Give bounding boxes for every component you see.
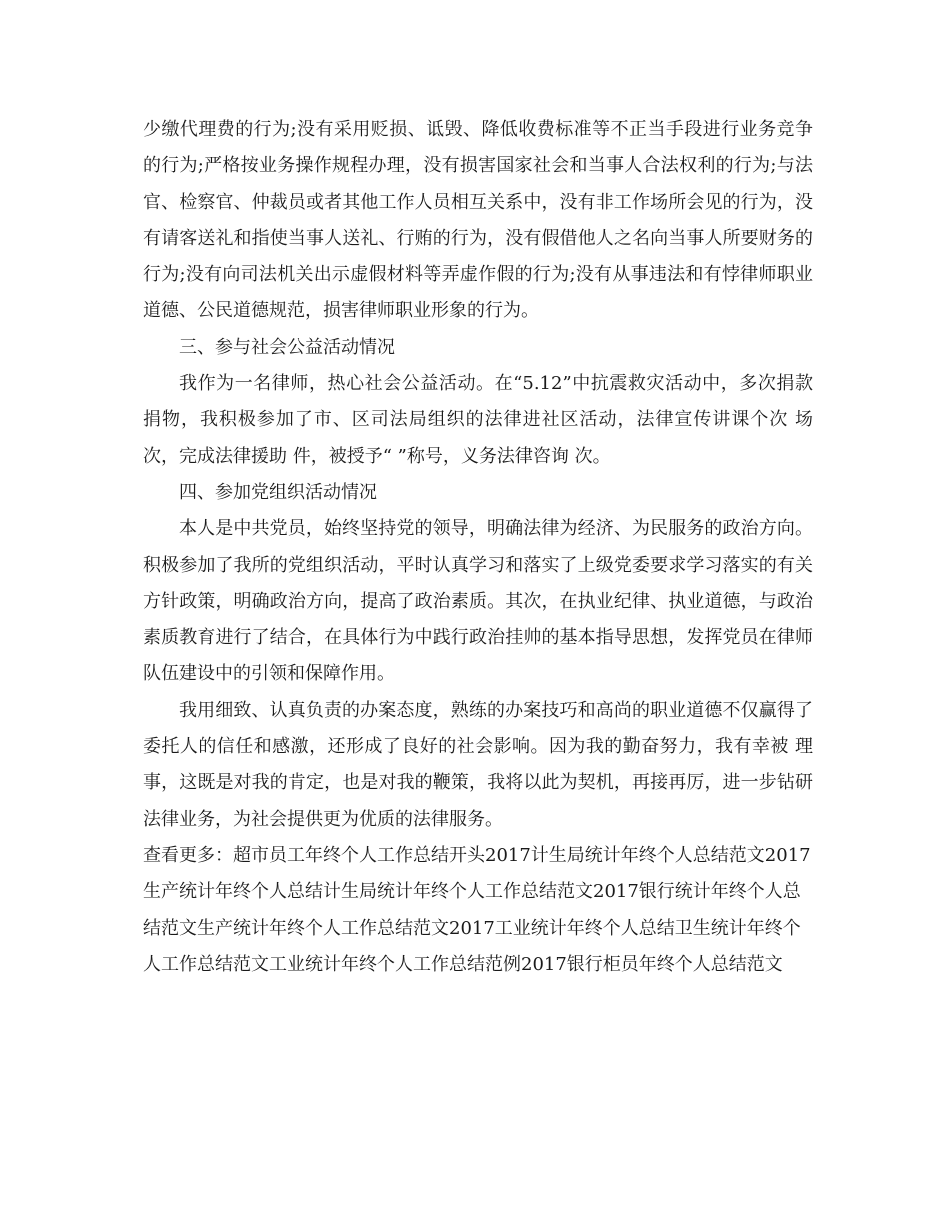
paragraph-continuation: 少缴代理费的行为;没有采用贬损、诋毁、降低收费标准等不正当手段进行业务竞争的行为;严格按业务操作规程办理，没有损害国家社会和当事人合法权利的行为;与法官、检察官、仲裁员或者其他工作人员相互关系中，没有非工作场所会见的行为，没有请客送礼和指使当事人送礼、行贿的行为，没有假借他人之名向当事人所要财务的行为;没有向司法机关出示虚假材料等弄虚作假的行为;没有从事违法和有悖律师职业道德、公民道德规范，损害律师职业形象的行为。	[143, 119, 813, 322]
paragraph-public-welfare: 我作为一名律师，热心社会公益活动。在“5.12”中抗震救灾活动中，多次捐款捐物，我积极参加了市、区司法局组织的法律进社区活动，法律宣传讲课个次 场次，完成法律援助 件，被授予“ ”称号，义务法律咨询 次。	[143, 373, 813, 467]
paragraph-conclusion: 我用细致、认真负责的办案态度，熟练的办案技巧和高尚的职业道德不仅赢得了委托人的信任和感激，还形成了良好的社会影响。因为我的勤奋努力，我有幸被 理事，这既是对我的肯定，也是对我的鞭策，我将以此为契机，再接再厉，进一步钻研法律业务，为社会提供更为优质的法律服务。	[143, 699, 813, 830]
section-heading-public-welfare: 三、参与社会公益活动情况	[179, 336, 395, 358]
paragraph-party-activities: 本人是中共党员，始终坚持党的领导，明确法律为经济、为民服务的政治方向。积极参加了我所的党组织活动，平时认真学习和落实了上级党委要求学习落实的有关方针政策，明确政治方向，提高了政治素质。其次，在执业纪律、执业道德，与政治素质教育进行了结合，在具体行为中践行政治挂帅的基本指导思想，发挥党员在律师队伍建设中的引领和保障作用。	[143, 518, 813, 685]
see-more-links[interactable]: 查看更多：超市员工年终个人工作总结开头2017计生局统计年终个人总结范文2017生产统计年终个人总结计生局统计年终个人工作总结范文2017银行统计年终个人总结范文生产统计年终个人工作总结范文2017工业统计年终个人总结卫生统计年终个人工作总结范文工业统计年终个人工作总结范例2017银行柜员年终个人总结范文	[143, 844, 811, 975]
document-body	[143, 112, 813, 983]
section-heading-party-activities: 四、参加党组织活动情况	[179, 481, 377, 503]
